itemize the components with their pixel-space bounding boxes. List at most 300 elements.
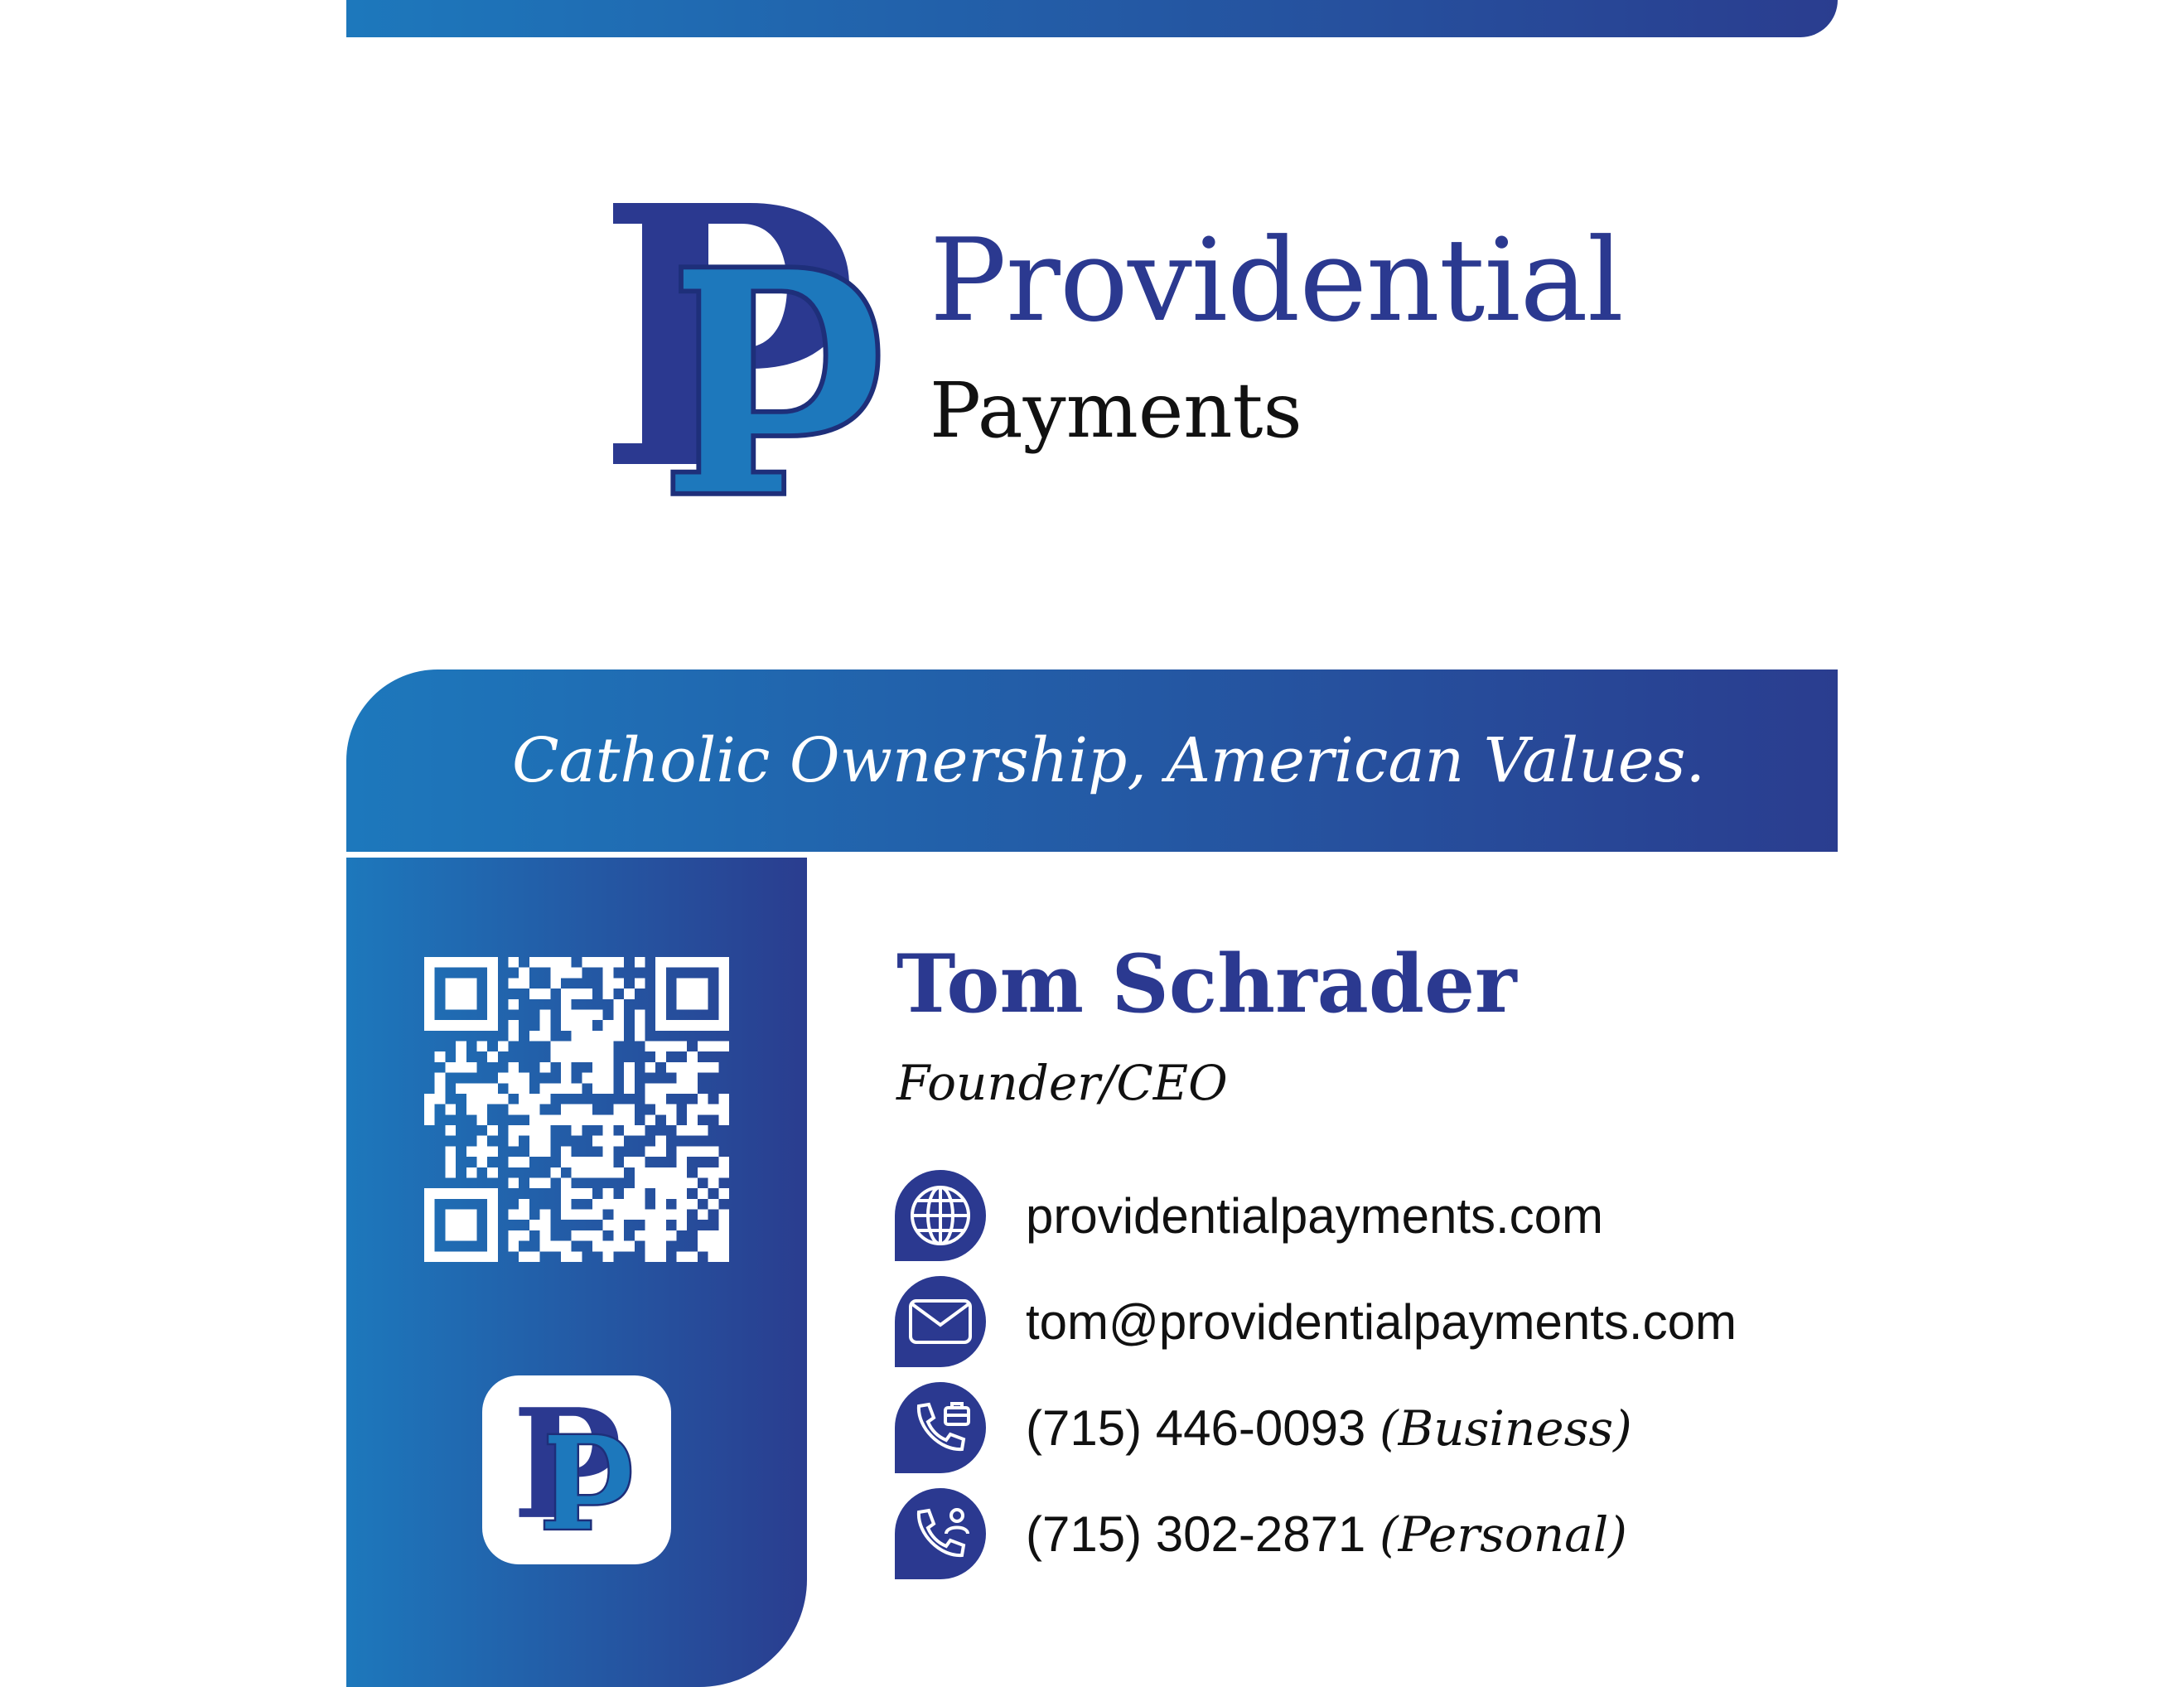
qr-module — [509, 1125, 519, 1136]
qr-module — [603, 1167, 614, 1178]
qr-module — [561, 1251, 572, 1262]
qr-module — [572, 1157, 582, 1167]
qr-module — [666, 1062, 677, 1073]
qr-module — [624, 1062, 635, 1073]
qr-module — [698, 1105, 708, 1115]
brand-name: Providential — [930, 214, 1623, 347]
phone-business-number: (715) 446-0093 — [1026, 1399, 1366, 1456]
qr-module — [561, 989, 572, 999]
qr-module — [666, 1105, 677, 1115]
qr-module — [466, 1167, 477, 1178]
qr-module — [572, 989, 582, 999]
qr-module — [698, 1125, 708, 1136]
qr-module — [540, 1146, 551, 1157]
qr-module — [613, 1241, 624, 1252]
qr-module — [519, 1105, 529, 1115]
phone-personal-text[interactable] — [1026, 1506, 1627, 1563]
qr-module — [582, 1210, 592, 1221]
qr-module — [509, 1230, 519, 1241]
qr-module — [613, 957, 624, 968]
qr-module — [561, 1188, 572, 1199]
qr-module — [456, 1062, 466, 1073]
qr-module — [624, 1199, 635, 1210]
qr-module — [592, 1051, 603, 1062]
qr-module — [655, 1230, 666, 1241]
qr-module — [456, 1042, 466, 1052]
qr-module — [582, 1031, 592, 1042]
qr-module — [582, 1051, 592, 1062]
contact-phone-personal[interactable] — [895, 1488, 1627, 1579]
qr-module — [582, 1020, 592, 1031]
qr-module — [624, 1083, 635, 1094]
qr-module — [540, 1125, 551, 1136]
qr-module — [445, 978, 476, 1009]
qr-module — [540, 1220, 551, 1230]
qr-module — [666, 1114, 677, 1125]
phone-business-note: (Business) — [1379, 1399, 1632, 1457]
qr-module — [687, 1114, 698, 1125]
qr-module — [603, 1073, 614, 1084]
qr-module — [718, 1105, 729, 1115]
qr-module — [424, 1020, 498, 1031]
qr-module — [613, 1114, 624, 1125]
qr-module — [424, 1188, 498, 1199]
qr-module — [624, 1188, 635, 1199]
qr-module — [698, 1062, 708, 1073]
qr-module — [708, 1042, 719, 1052]
qr-module — [645, 1114, 655, 1125]
qr-module — [718, 1210, 729, 1221]
qr-module — [424, 1188, 435, 1262]
qr-module — [603, 1083, 614, 1094]
qr-module — [666, 1188, 677, 1199]
qr-module — [519, 1199, 529, 1210]
qr-module — [645, 1220, 655, 1230]
qr-module — [550, 1051, 561, 1062]
qr-module — [687, 1146, 698, 1157]
qr-module — [435, 1083, 446, 1094]
qr-module — [519, 1210, 529, 1221]
email-text[interactable]: tom@providentialpayments.com — [1026, 1293, 1737, 1350]
qr-module — [687, 1199, 698, 1210]
qr-module — [550, 1114, 561, 1125]
qr-module — [645, 1177, 655, 1188]
qr-module — [476, 1114, 487, 1125]
qr-module — [603, 1042, 614, 1052]
qr-module — [698, 1210, 708, 1221]
qr-module — [540, 989, 551, 999]
qr-module — [519, 968, 529, 979]
phone-personal-icon — [895, 1488, 986, 1579]
qr-module — [603, 978, 614, 989]
qr-module — [435, 1073, 446, 1084]
qr-module — [655, 1241, 666, 1252]
qr-module — [655, 1105, 666, 1115]
qr-module — [487, 957, 498, 1031]
qr-module — [635, 1020, 645, 1031]
qr-module — [603, 1188, 614, 1199]
qr-module — [572, 1020, 582, 1031]
qr-module — [603, 1241, 614, 1252]
qr-module — [561, 1177, 572, 1188]
qr-module — [645, 1094, 655, 1105]
qr-module — [624, 1157, 635, 1167]
qr-module — [592, 1230, 603, 1241]
qr-module — [561, 1114, 572, 1125]
qr-module — [624, 989, 635, 999]
qr-module — [655, 1042, 666, 1052]
qr-module — [519, 1094, 529, 1105]
qr-module — [687, 1073, 698, 1084]
qr-module — [561, 968, 572, 979]
qr-module — [561, 1083, 572, 1094]
qr-module — [561, 1241, 572, 1252]
qr-module — [550, 1083, 561, 1094]
qr-module — [424, 1094, 435, 1105]
qr-module — [592, 1241, 603, 1252]
qr-module — [592, 1083, 603, 1094]
qr-module — [677, 978, 708, 1009]
qr-module — [645, 1042, 655, 1052]
qr-module — [708, 1241, 719, 1252]
qr-module — [645, 1146, 655, 1157]
qr-module — [613, 1230, 624, 1241]
qr-module — [603, 968, 614, 979]
qr-module — [655, 1146, 666, 1157]
qr-module — [635, 957, 645, 968]
qr-module — [487, 1094, 498, 1105]
qr-module — [687, 1051, 698, 1062]
qr-module — [655, 1136, 666, 1147]
qr-module — [677, 1167, 688, 1220]
qr-module — [561, 999, 572, 1010]
qr-module — [509, 999, 519, 1010]
qr-module — [592, 1031, 603, 1042]
qr-module — [718, 1157, 729, 1167]
qr-module — [718, 1188, 729, 1199]
qr-module — [655, 1188, 666, 1199]
qr-module — [603, 1051, 614, 1062]
qr-module — [466, 1062, 477, 1073]
qr-module — [445, 1167, 456, 1178]
qr-module — [582, 957, 592, 968]
qr-module — [592, 1073, 603, 1084]
qr-module — [550, 1167, 561, 1178]
qr-module — [550, 1042, 561, 1052]
qr-module — [550, 968, 561, 979]
qr-module — [519, 1083, 529, 1094]
globe-icon — [895, 1170, 986, 1261]
qr-module — [456, 1083, 466, 1094]
qr-module — [540, 1020, 551, 1031]
top-accent-bar — [346, 0, 1838, 37]
qr-module — [624, 1210, 635, 1221]
contact-phone-business[interactable] — [895, 1382, 1632, 1473]
qr-code-icon[interactable] — [424, 957, 729, 1262]
qr-module — [582, 1188, 592, 1199]
phone-business-text[interactable] — [1026, 1399, 1632, 1457]
qr-module — [435, 1051, 446, 1062]
qr-module — [687, 1177, 698, 1188]
qr-module — [509, 957, 519, 968]
qr-module — [476, 1157, 487, 1167]
qr-module — [603, 1146, 614, 1157]
qr-module — [476, 1136, 487, 1147]
qr-module — [613, 978, 624, 989]
qr-module — [509, 978, 519, 989]
qr-module — [613, 1031, 624, 1042]
qr-module — [582, 989, 592, 999]
qr-module — [519, 1125, 529, 1136]
qr-module — [529, 1251, 540, 1262]
qr-module — [582, 1230, 592, 1241]
qr-module — [519, 1251, 529, 1262]
contact-email[interactable] — [895, 1276, 1737, 1367]
qr-module — [509, 1210, 519, 1221]
qr-module — [603, 1251, 614, 1262]
qr-module — [487, 1146, 498, 1157]
qr-module — [645, 1251, 655, 1262]
qr-module — [592, 1042, 603, 1052]
qr-module — [582, 1073, 592, 1084]
qr-module — [509, 1241, 519, 1252]
qr-module — [718, 1094, 729, 1105]
qr-module — [635, 1125, 645, 1136]
qr-module — [624, 1125, 635, 1136]
qr-module — [655, 1020, 729, 1031]
qr-module — [635, 1031, 645, 1042]
phone-business-icon — [895, 1382, 986, 1473]
qr-module — [509, 1136, 519, 1147]
qr-module — [550, 1241, 561, 1252]
qr-module — [655, 1220, 666, 1230]
qr-module — [424, 1251, 498, 1262]
qr-module — [424, 1114, 435, 1125]
qr-module — [466, 1105, 477, 1115]
qr-module — [519, 1157, 529, 1167]
qr-module — [708, 1199, 719, 1210]
qr-module — [708, 1105, 719, 1115]
qr-module — [561, 1073, 572, 1084]
phone-personal-number: (715) 302-2871 — [1026, 1506, 1366, 1562]
qr-module — [592, 1114, 603, 1125]
qr-module — [655, 1094, 666, 1105]
qr-module — [708, 1146, 719, 1157]
qr-module — [529, 1220, 540, 1230]
qr-module — [561, 957, 572, 968]
qr-module — [540, 957, 551, 968]
qr-module — [708, 1230, 719, 1241]
qr-module — [635, 978, 645, 989]
qr-module — [487, 1083, 498, 1094]
qr-module — [519, 1073, 529, 1084]
qr-module — [476, 1105, 487, 1115]
qr-module — [561, 1051, 572, 1062]
qr-module — [613, 1167, 624, 1178]
contact-website[interactable] — [895, 1170, 1603, 1261]
qr-module — [603, 1031, 614, 1042]
qr-module — [572, 1042, 582, 1052]
qr-module — [603, 1220, 614, 1230]
qr-module — [624, 1073, 635, 1084]
qr-module — [540, 1241, 551, 1252]
qr-module — [655, 1199, 666, 1210]
qr-module — [487, 1167, 498, 1178]
qr-module — [540, 1136, 551, 1147]
qr-module — [540, 1210, 551, 1221]
qr-module — [476, 1083, 487, 1094]
qr-module — [509, 1073, 519, 1084]
qr-module — [718, 957, 729, 1031]
qr-module — [529, 1125, 540, 1136]
qr-module — [561, 1009, 572, 1020]
qr-module — [572, 1105, 582, 1115]
qr-module — [466, 1146, 477, 1157]
qr-module — [561, 1157, 572, 1167]
qr-module — [698, 1188, 708, 1199]
qr-module — [529, 1177, 540, 1188]
qr-module — [624, 1241, 635, 1252]
qr-module — [613, 1220, 624, 1230]
qr-module — [550, 957, 561, 968]
qr-module — [487, 1125, 498, 1136]
qr-module — [582, 1157, 592, 1167]
qr-module — [582, 1042, 592, 1052]
qr-module — [635, 1230, 645, 1241]
qr-module — [561, 1105, 572, 1115]
qr-module — [498, 1042, 509, 1052]
qr-module — [509, 1020, 519, 1031]
qr-module — [687, 1251, 698, 1262]
qr-module — [624, 1105, 635, 1115]
qr-module — [666, 1083, 677, 1094]
qr-module — [708, 1167, 719, 1178]
qr-module — [561, 1210, 572, 1221]
qr-module — [718, 1042, 729, 1052]
qr-module — [445, 1062, 456, 1073]
qr-module — [572, 1230, 582, 1241]
qr-module — [424, 957, 435, 1031]
qr-module — [666, 1177, 677, 1188]
qr-module — [698, 1167, 708, 1178]
qr-module — [613, 1009, 624, 1020]
qr-module — [655, 1083, 666, 1094]
qr-module — [592, 1062, 603, 1073]
qr-module — [509, 1157, 519, 1167]
qr-module — [592, 1199, 603, 1210]
qr-module — [603, 1199, 614, 1210]
qr-module — [540, 1177, 551, 1188]
qr-module — [592, 1210, 603, 1221]
qr-module — [487, 1051, 498, 1062]
phone-personal-note: (Personal) — [1379, 1506, 1627, 1563]
qr-module — [572, 1031, 582, 1042]
qr-module — [529, 1146, 540, 1157]
qr-module — [645, 1241, 655, 1252]
qr-module — [635, 1167, 645, 1220]
qr-module — [687, 1105, 698, 1115]
qr-module — [687, 1125, 698, 1136]
qr-module — [677, 1073, 688, 1084]
tagline-band — [346, 669, 1838, 852]
qr-module — [677, 1062, 688, 1073]
qr-module — [645, 1062, 655, 1073]
qr-module — [487, 1188, 498, 1262]
qr-module — [561, 1020, 572, 1031]
qr-module — [635, 1157, 645, 1167]
qr-module — [677, 1146, 688, 1157]
qr-module — [509, 1083, 519, 1094]
qr-module — [677, 1042, 688, 1052]
qr-module — [698, 1230, 708, 1241]
qr-module — [476, 1146, 487, 1157]
person-title: Founder/CEO — [896, 1055, 1228, 1111]
qr-module — [476, 1094, 487, 1105]
qr-module — [509, 1031, 519, 1042]
qr-module — [677, 1157, 688, 1167]
qr-module — [645, 1230, 655, 1241]
qr-module — [540, 1083, 551, 1094]
qr-module — [466, 1094, 477, 1105]
qr-module — [592, 1157, 603, 1167]
qr-module — [613, 1020, 624, 1031]
qr-module — [582, 1114, 592, 1125]
qr-module — [540, 1094, 551, 1105]
pp-monogram-icon — [609, 195, 891, 510]
qr-module — [561, 1062, 572, 1073]
qr-module — [466, 1083, 477, 1094]
qr-module — [624, 1114, 635, 1125]
qr-module — [718, 1230, 729, 1241]
qr-module — [572, 968, 582, 979]
tagline: Catholic Ownership, American Values. — [511, 725, 1706, 796]
qr-module — [635, 1009, 645, 1020]
qr-module — [603, 1125, 614, 1136]
qr-module — [582, 1167, 592, 1178]
qr-module — [498, 1094, 509, 1105]
qr-module — [592, 1136, 603, 1147]
qr-module — [613, 999, 624, 1010]
mail-icon — [895, 1276, 986, 1367]
qr-module — [603, 957, 614, 968]
qr-module — [655, 957, 729, 968]
qr-module — [698, 1094, 708, 1105]
qr-module — [603, 1157, 614, 1167]
qr-module — [582, 1105, 592, 1115]
qr-module — [655, 1051, 666, 1062]
qr-module — [603, 1136, 614, 1147]
qr-module — [529, 1136, 540, 1147]
qr-module — [687, 1083, 698, 1094]
qr-module — [529, 1094, 540, 1105]
qr-module — [698, 1146, 708, 1157]
qr-module — [592, 957, 603, 968]
qr-module — [519, 978, 529, 989]
qr-module — [456, 1051, 466, 1062]
qr-module — [498, 1073, 509, 1084]
qr-module — [572, 1114, 582, 1125]
website-text[interactable]: providentialpayments.com — [1026, 1187, 1604, 1244]
qr-module — [666, 1042, 677, 1052]
qr-module — [655, 957, 666, 1031]
qr-module — [572, 1051, 582, 1062]
qr-module — [613, 1210, 624, 1221]
qr-module — [613, 1199, 624, 1210]
qr-module — [424, 957, 498, 968]
qr-module — [550, 978, 561, 989]
qr-module — [582, 1009, 592, 1020]
qr-module — [509, 1177, 519, 1188]
